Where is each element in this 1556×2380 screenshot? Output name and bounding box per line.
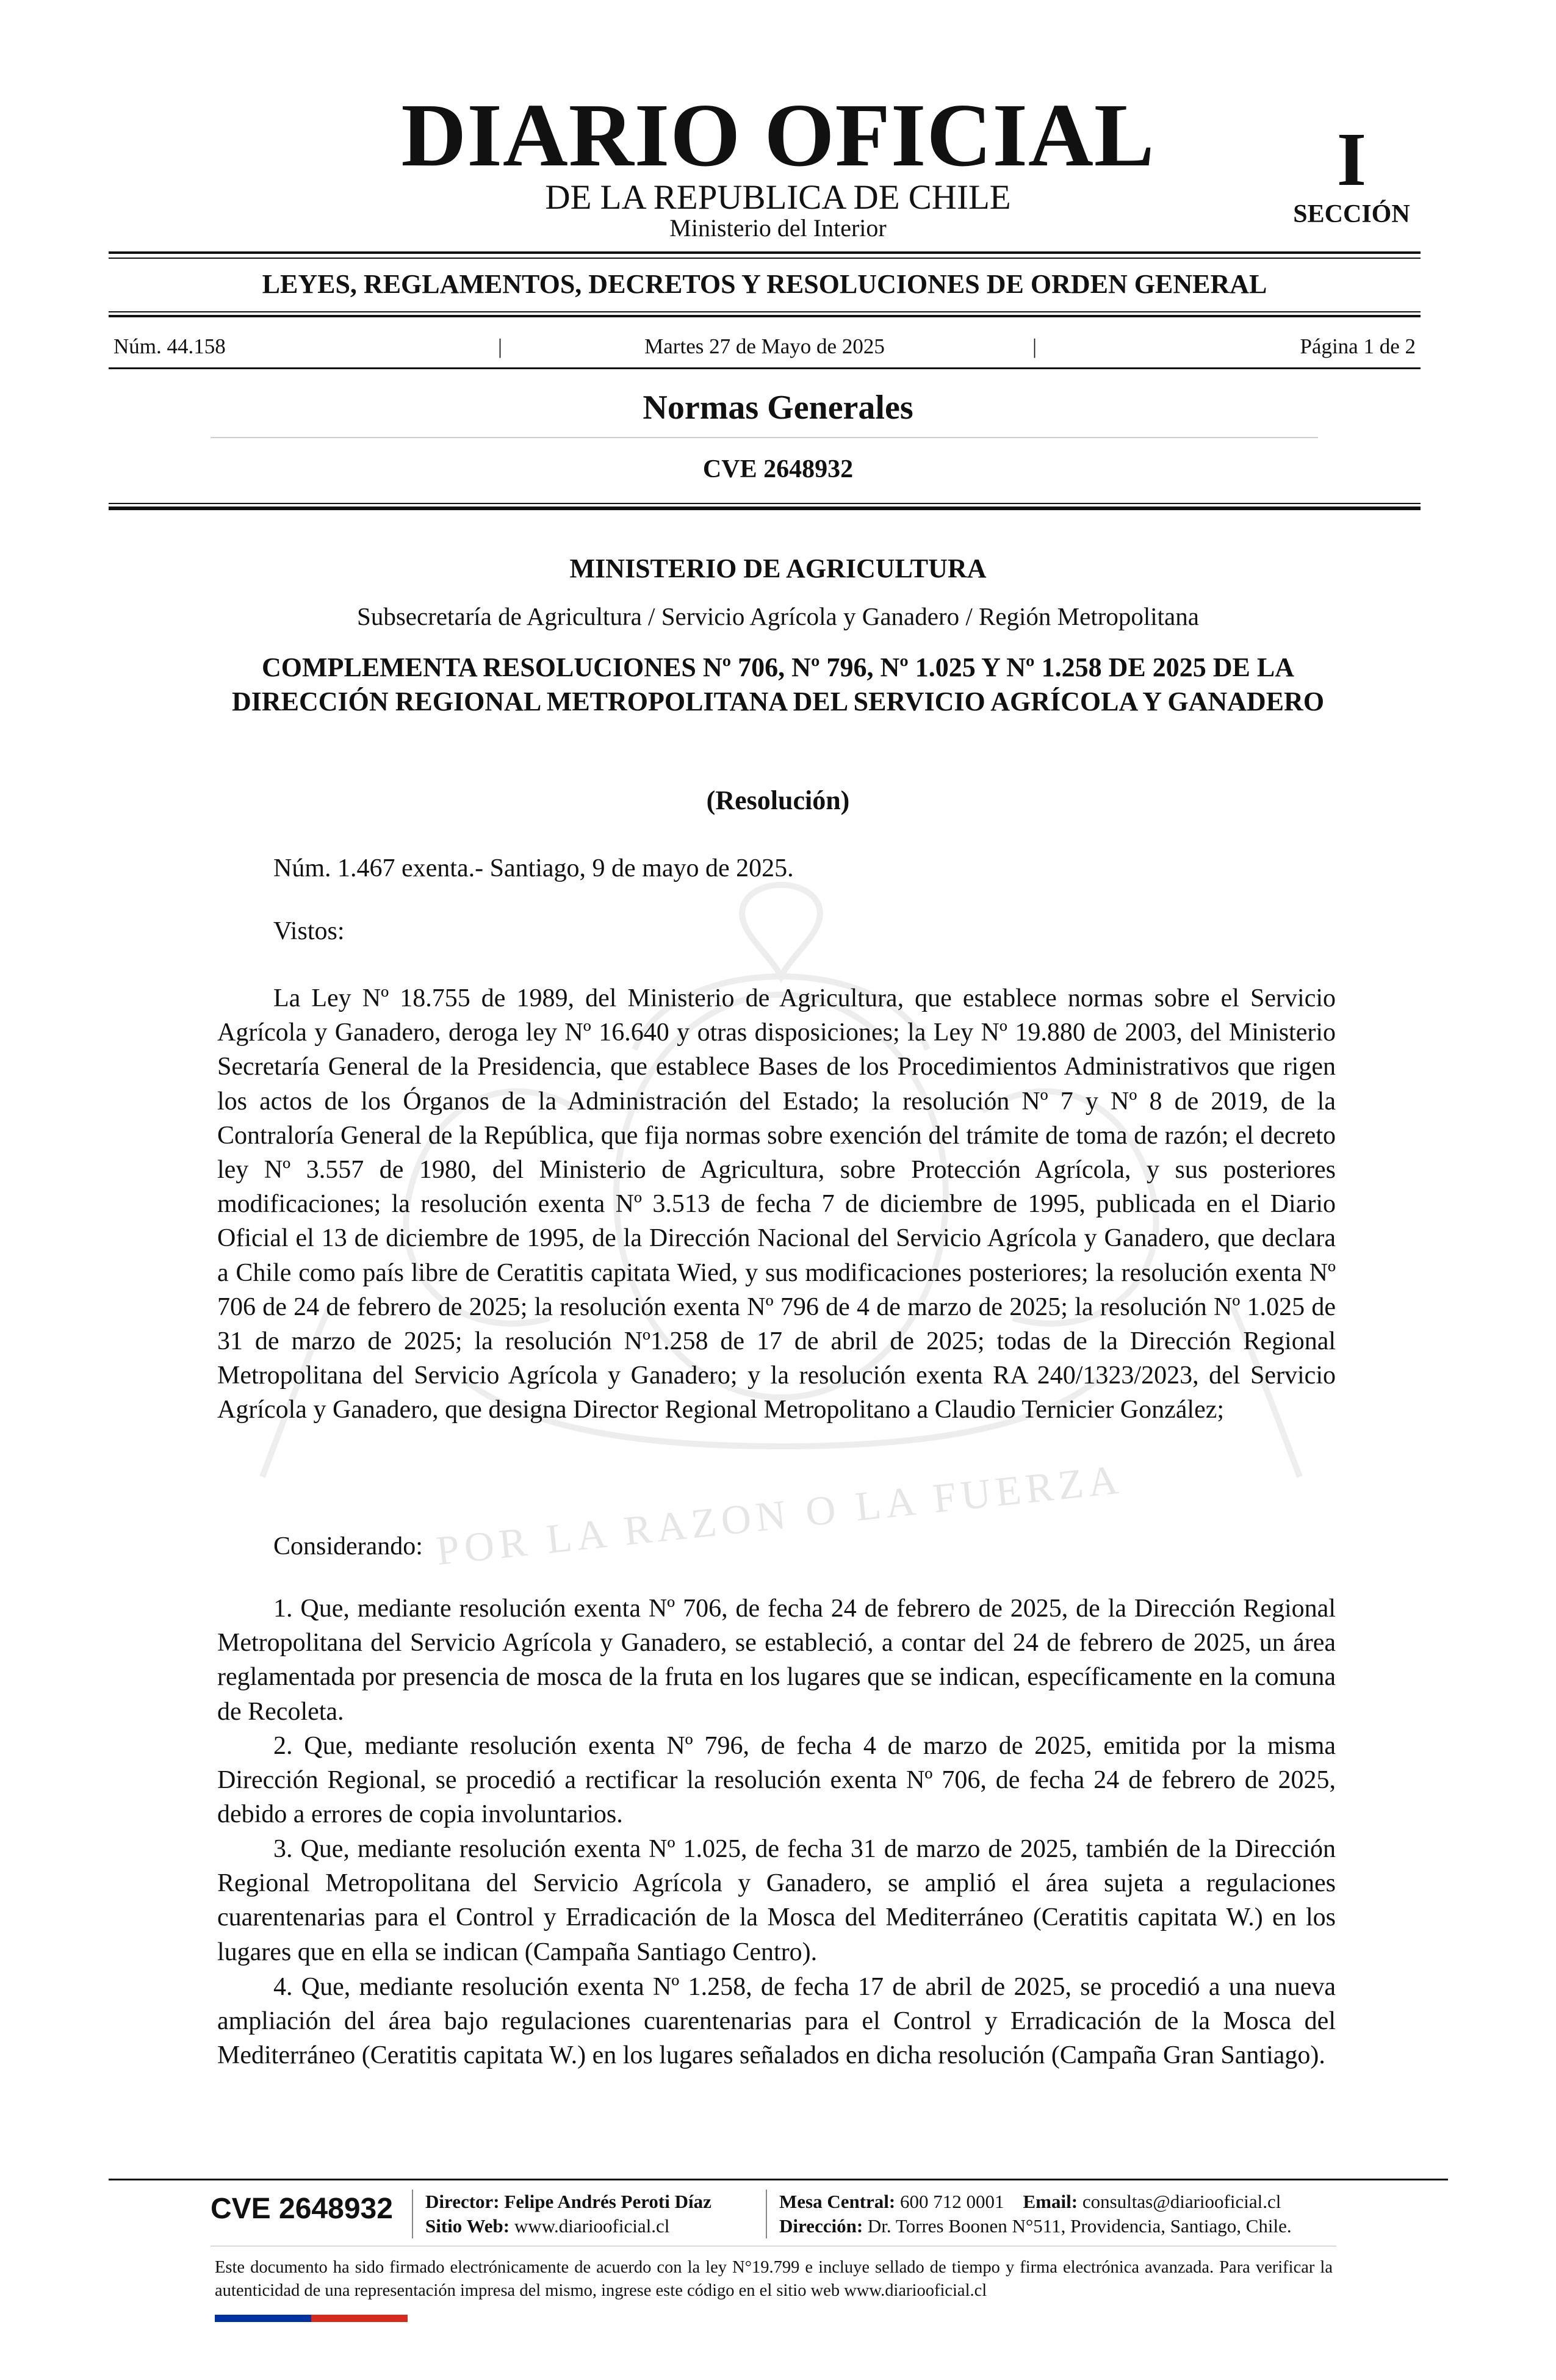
considerando-item: 1. Que, mediante resolución exenta Nº 706, de fecha 24 de febrero de 2025, de la Dirección Regional Metropolitana del Servicio Agrícola y Ganadero, se estableció, a contar del 24 de febrero de 2025, un área reglamentada por presencia de mosca de la fruta en los lugares que se indican, específicamente en la comuna de Recoleta.: [217, 1595, 1336, 1726]
phone-value: 600 712 0001: [900, 2191, 1004, 2212]
category-line: LEYES, REGLAMENTOS, DECRETOS Y RESOLUCIONES DE ORDEN GENERAL: [262, 269, 1267, 299]
page-indicator: Página 1 de 2: [1300, 334, 1416, 358]
resolution-number-line: Núm. 1.467 exenta.- Santiago, 9 de mayo de 2025.: [273, 854, 794, 882]
address-value: Dr. Torres Boonen N°511, Providencia, Santiago, Chile.: [867, 2215, 1292, 2237]
site-link[interactable]: www.diariooficial.cl: [514, 2215, 670, 2237]
considerando-item: 4. Que, mediante resolución exenta Nº 1.258, de fecha 17 de abril de 2025, se procedió a una nueva ampliación del área bajo regulaciones cuarentenarias para el Control y Erradicación de la Mosca del Mediterráneo (Ceratitis capitata W.) en los lugares señalados en dicha resolución (Campaña Gran Santiago).: [217, 1973, 1336, 2070]
category-rule-thick: [109, 315, 1421, 317]
heading-divider: [211, 437, 1318, 438]
section-label: SECCIÓN: [1293, 200, 1410, 228]
address-label: Dirección:: [779, 2215, 863, 2237]
vistos-paragraph: La Ley Nº 18.755 de 1989, del Ministerio de Agricultura, que establece normas sobre el Servicio Agrícola y Ganadero, deroga ley Nº 16.640 y otras disposiciones; la Ley Nº 19.880 de 2003, del Ministerio Secretaría General de la Presidencia, que establece Bases de los Procedimientos Administrativos que rigen los actos de los Órganos de la Administración del Estado; la resolución Nº 7 y Nº 8 de 2019, de la Contraloría General de la República, que fija normas sobre exención del trámite de toma de razón; el decreto ley Nº 3.557 de 1980, del Ministerio de Agricultura, sobre Protección Agrícola, y sus posteriores modificaciones; la resolución exenta Nº 3.513 de fecha 7 de diciembre de 1995, publicada en el Diario Oficial el 13 de diciembre de 1995, de la Dirección Nacional del Servicio Agrícola y Ganadero, que declara a Chile como país libre de Ceratitis capitata Wied, y sus modificaciones posteriores; la resolución exenta Nº 706 de 24 de febrero de 2025; la resolución exenta Nº 796 de 4 de marzo de 2025; la resolución Nº 1.025 de 31 de marzo de 2025; la resolución Nº1.258 de 17 de abril de 2025; todas de la Dirección Regional Metropolitana del Servicio Agrícola y Ganadero; y la resolución exenta RA 240/1323/2023, del Servicio Agrícola y Ganadero, que designa Director Regional Metropolitano a Claudio Ternicier González;: [217, 984, 1336, 1424]
considerando-item: 2. Que, mediante resolución exenta Nº 796, de fecha 4 de marzo de 2025, emitida por la misma Dirección Regional, se procedió a rectificar la resolución exenta Nº 706, de fecha 24 de febrero de 2025, debido a errores de copia involuntarios.: [217, 1732, 1336, 1829]
heading-rule-thick: [109, 507, 1421, 510]
footer-separator: [766, 2190, 767, 2238]
sub-ministry: Subsecretaría de Agricultura / Servicio Agrícola y Ganadero / Región Metropolitana: [357, 602, 1199, 630]
footer-contact-block: [779, 2190, 1292, 2238]
footer-cve-code: CVE 2648932: [211, 2193, 393, 2225]
watermark-motto: POR LA RAZON O LA FUERZA: [434, 1455, 1125, 1574]
footer-signature-note: Este documento ha sido firmado electrónicamente de acuerdo con la ley N°19.799 e incluye sellado de tiempo y firma electrónica avanzada. Para verificar la autenticidad de una representación impresa del mismo, ingrese este código en el sitio web www.diariooficial.cl: [215, 2258, 1333, 2300]
considerando-label: Considerando:: [273, 1532, 423, 1560]
footer-separator: [412, 2190, 413, 2238]
phone-label: Mesa Central:: [779, 2191, 896, 2212]
meta-separator: |: [498, 334, 503, 358]
masthead-title: DIARIO OFICIAL: [401, 85, 1155, 186]
vistos-label: Vistos:: [273, 917, 345, 945]
director-name: Felipe Andrés Peroti Díaz: [504, 2191, 711, 2212]
email-link[interactable]: consultas@diariooficial.cl: [1082, 2191, 1281, 2212]
footer-rule: [109, 2179, 1448, 2180]
masthead-rule-top-thin: [109, 258, 1421, 259]
footer-director-block: [425, 2190, 711, 2238]
director-label: Director:: [425, 2191, 500, 2212]
issue-date: Martes 27 de Mayo de 2025: [644, 334, 885, 358]
cve-code: CVE 2648932: [702, 455, 854, 483]
flag-stripe-red: [311, 2315, 408, 2322]
meta-rule: [109, 367, 1421, 369]
ministry-name: MINISTERIO DE AGRICULTURA: [569, 554, 987, 583]
masthead-ministry: Ministerio del Interior: [669, 214, 887, 242]
flag-stripe-blue: [215, 2315, 311, 2322]
masthead-subtitle: DE LA REPUBLICA DE CHILE: [545, 178, 1011, 217]
category-rule: [109, 311, 1421, 312]
section-heading: Normas Generales: [643, 389, 913, 427]
masthead-rule-top: [109, 251, 1421, 254]
heading-rule-thin: [109, 503, 1421, 504]
issue-number: Núm. 44.158: [113, 334, 226, 358]
issue-meta-row: [113, 334, 1416, 359]
resolution-kind: (Resolución): [706, 785, 850, 815]
site-label: Sitio Web:: [425, 2215, 510, 2237]
resolution-title: COMPLEMENTA RESOLUCIONES Nº 706, Nº 796, Nº 1.025 Y Nº 1.258 DE 2025 DE LA DIRECCIÓN REGIONAL METROPOLITANA DEL SERVICIO AGRÍCOLA Y GANADERO: [231, 652, 1325, 716]
considerando-item: 3. Que, mediante resolución exenta Nº 1.025, de fecha 31 de marzo de 2025, también de la Dirección Regional Metropolitana del Servicio Agrícola y Ganadero, se amplió el área sujeta a regulaciones cuarentenarias para el Control y Erradicación de la Mosca del Mediterráneo (Ceratitis capitata W.) en los lugares que en ella se indican (Campaña Santiago Centro).: [217, 1835, 1336, 1966]
section-numeral: I: [1336, 118, 1367, 202]
meta-separator: |: [1032, 334, 1037, 358]
email-label: Email:: [1023, 2191, 1078, 2212]
